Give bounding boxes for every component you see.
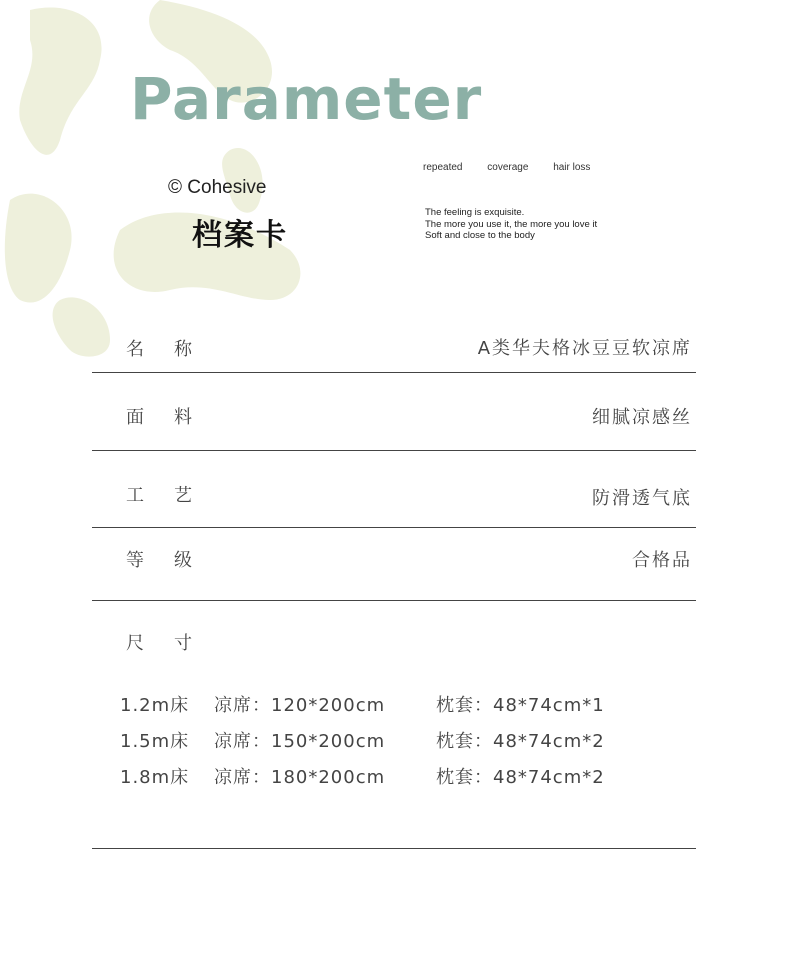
page-title: Parameter [130,65,483,133]
param-row-name [92,322,696,373]
param-label: 面料 [126,407,222,428]
size-mat: 凉席：120*200cm [214,695,386,716]
tagline-line: Soft and close to the body [425,230,535,241]
size-pillow: 枕套：48*74cm*1 [436,695,605,716]
tag: hair loss [553,162,591,173]
brand-name: © Cohesive [168,177,267,198]
size-bed: 1.2m床 [120,695,190,716]
param-value: 细腻凉感丝 [592,407,692,428]
size-line [120,691,605,717]
param-label: 工艺 [126,485,222,506]
tagline-line: The feeling is exquisite. [425,207,525,218]
size-bed: 1.8m床 [120,767,190,788]
param-value: 合格品 [632,550,692,571]
tagline [425,207,597,242]
param-label: 名称 [126,339,222,360]
size-pillow: 枕套：48*74cm*2 [436,731,605,752]
size-pillow: 枕套：48*74cm*2 [436,767,605,788]
tag: repeated [423,162,463,173]
param-row-craft [92,451,696,528]
size-line [120,763,605,789]
param-row-size [92,601,696,849]
tag: coverage [487,162,529,173]
tagline-line: The more you use it, the more you love it [425,218,598,230]
tag-list [423,162,612,173]
size-mat: 凉席：150*200cm [214,731,386,752]
param-value: A类华夫格冰豆豆软凉席 [477,338,692,359]
size-bed: 1.5m床 [120,731,190,752]
size-mat: 凉席：180*200cm [214,767,386,788]
card-title: 档案卡 [192,218,288,253]
brush-stroke-decoration [0,0,330,360]
size-line [120,727,605,753]
param-row-grade [92,528,696,601]
param-value: 防滑透气底 [592,488,692,509]
param-row-fabric [92,373,696,451]
param-label: 等级 [126,550,222,571]
param-label: 尺寸 [126,633,222,654]
